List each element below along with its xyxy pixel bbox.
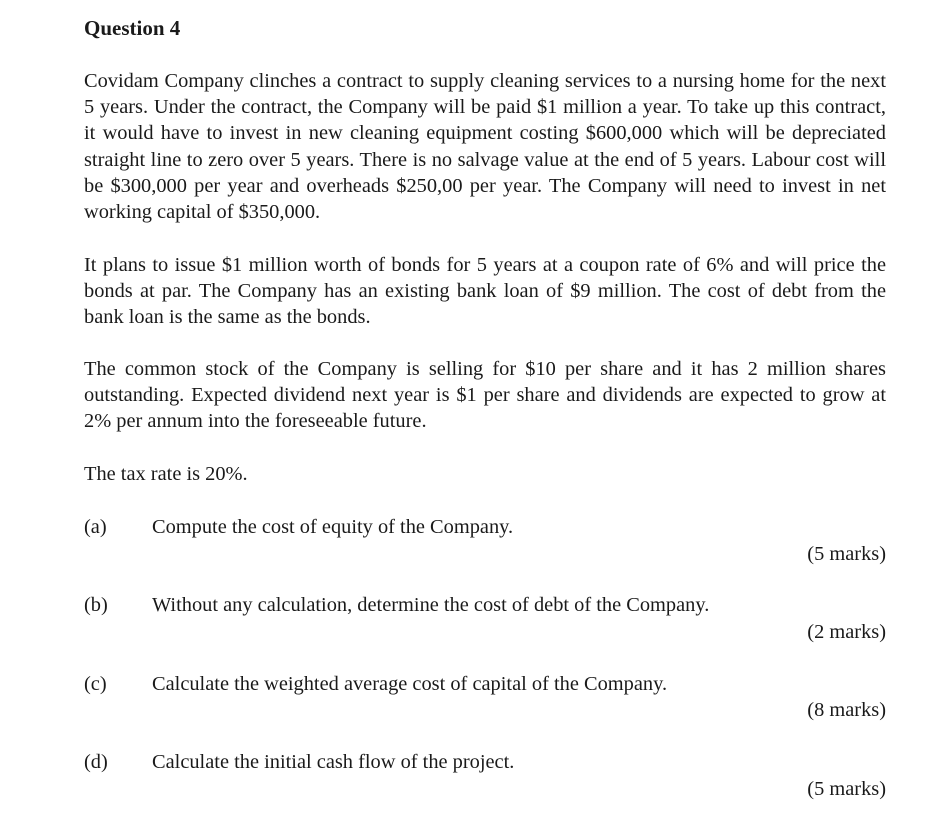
paragraph-tax-rate: The tax rate is 20%. xyxy=(84,463,248,485)
part-d-label: (d) xyxy=(84,751,108,773)
part-a-label: (a) xyxy=(84,516,107,538)
part-a-marks: (5 marks) xyxy=(807,543,886,565)
part-c-text: Calculate the weighted average cost of capital of the Company. xyxy=(152,673,668,695)
part-b-text: Without any calculation, determine the cost of debt of the Company. xyxy=(152,594,710,616)
part-d-marks: (5 marks) xyxy=(807,778,886,800)
paragraph-common-stock: The common stock of the Company is selling for $10 per share and it has 2 million shares outstanding. Expected dividend next year is $1 per share and dividends are expected to grow at 2% per annum into the foreseeable future. xyxy=(84,358,886,433)
paragraph-contract: Covidam Company clinches a contract to supply cleaning services to a nursing home for the next 5 years. Under the contract, the Company will be paid $1 million a year. To take up this contract, it would have to invest in new cleaning equipment costing $600,000 which will be depreciated straight line to zero over 5 years. There is no salvage value at the end of 5 years. Labour cost will be $300,000 per year and overheads $250,00 per year. The Company will need to invest in net working capital of $350,000. xyxy=(84,70,886,224)
part-b-marks: (2 marks) xyxy=(807,621,886,643)
part-b-label: (b) xyxy=(84,594,108,616)
question-title: Question 4 xyxy=(84,16,181,40)
part-a-text: Compute the cost of equity of the Company. xyxy=(152,516,514,538)
part-c-label: (c) xyxy=(84,673,107,695)
paragraph-bonds: It plans to issue $1 million worth of bonds for 5 years at a coupon rate of 6% and will price the bonds at par. The Company has an existing bank loan of $9 million. The cost of debt from the bank loan is the same as the bonds. xyxy=(84,254,886,329)
part-d-text: Calculate the initial cash flow of the project. xyxy=(152,751,515,773)
part-c-marks: (8 marks) xyxy=(807,699,886,721)
